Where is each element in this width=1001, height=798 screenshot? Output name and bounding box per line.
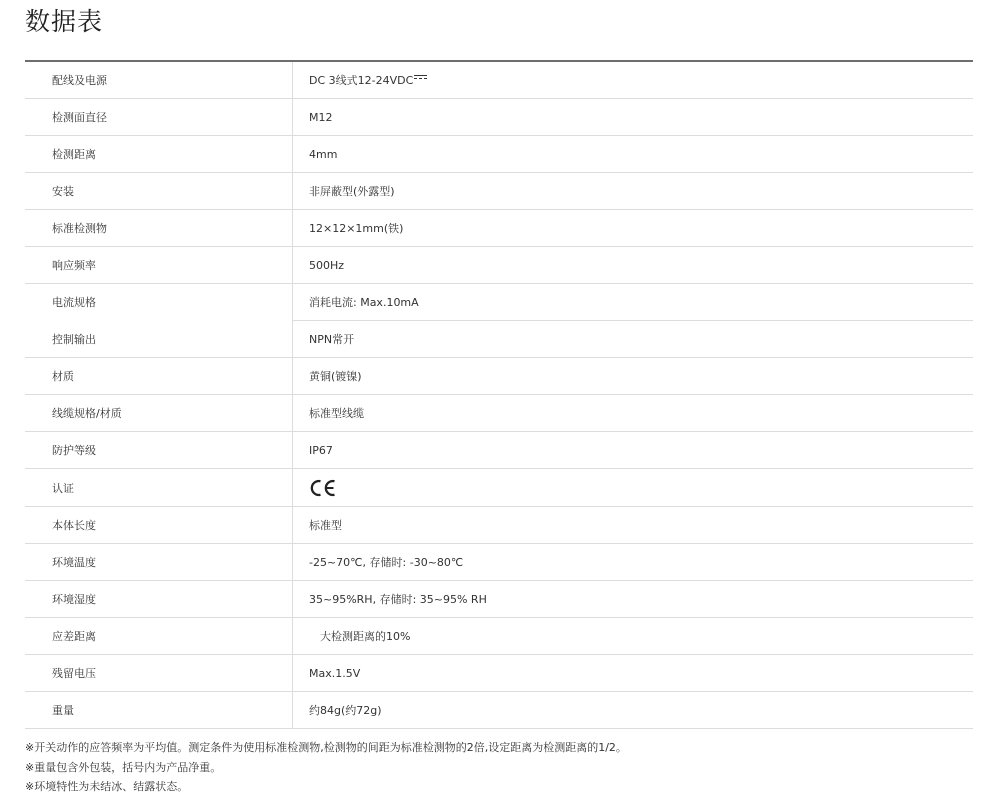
row-value: 标准型 [293,507,974,544]
table-row [25,507,973,544]
row-value: M12 [293,99,974,136]
footnotes [25,738,627,797]
row-value: IP67 [293,432,974,469]
dc-symbol-icon [414,75,427,81]
table-row [25,618,973,655]
footnote: ※重量包含外包装，括号内为产品净重。 [25,760,222,774]
table-row [25,692,973,729]
row-value: 消耗电流: Max.10mA [293,284,974,321]
row-label: 本体长度 [25,507,293,544]
ce-mark-icon [309,478,337,498]
table-row [25,247,973,284]
row-value [293,469,974,507]
page-title: 数据表 [25,7,104,36]
table-row [25,544,973,581]
row-label: 安装 [25,173,293,210]
row-value: -25~70℃, 存储时: -30~80℃ [293,544,974,581]
row-label: 电流规格 [52,296,96,310]
row-value: 大检测距离的10% [293,618,974,655]
row-label: 线缆规格/材质 [25,395,293,432]
row-label: 材质 [25,358,293,395]
table-row [25,358,973,395]
row-value: 约84g(约72g) [293,692,974,729]
table-row [25,469,973,507]
row-value: 标准型线缆 [293,395,974,432]
row-label: 认证 [25,469,293,507]
row-label: 控制输出 [25,321,293,358]
row-label: 环境湿度 [25,581,293,618]
table-row [25,61,973,99]
table-row [25,99,973,136]
row-value: 4mm [293,136,974,173]
row-label: 标准检测物 [25,210,293,247]
row-label: 防护等级 [25,432,293,469]
row-label: 残留电压 [25,655,293,692]
footnote: ※环境特性为未结冰、结露状态。 [25,780,189,793]
table-row [25,173,973,210]
table-row [25,321,973,358]
spec-table [25,60,973,729]
row-label: 环境温度 [25,544,293,581]
table-row [25,210,973,247]
table-row [25,581,973,618]
table-row [25,284,973,321]
table-row [25,136,973,173]
row-label: 检测面直径 [25,99,293,136]
row-label: 重量 [25,692,293,729]
table-row [25,655,973,692]
row-value: Max.1.5V [293,655,974,692]
row-label: 检测距离 [25,136,293,173]
row-label: 响应频率 [25,247,293,284]
row-label: 应差距离 [25,618,293,655]
footnote: ※开关动作的应答频率为平均值。测定条件为使用标准检测物,检测物的间距为标准检测物的2倍,设定距离为检测距离的1/2。 [25,741,627,754]
row-value: 35~95%RH, 存储时: 35~95% RH [293,581,974,618]
row-value: 12×12×1mm(铁) [293,210,974,247]
row-label: 配线及电源 [25,61,293,99]
table-row [25,395,973,432]
wiring-value-text: DC 3线式12-24VDC [309,74,414,87]
table-row [25,432,973,469]
row-value: 黄铜(镀镍) [293,358,974,395]
row-value: 非屏蔽型(外露型) [293,173,974,210]
row-value [293,61,974,99]
row-value: 500Hz [293,247,974,284]
row-value: NPN常开 [293,321,974,358]
